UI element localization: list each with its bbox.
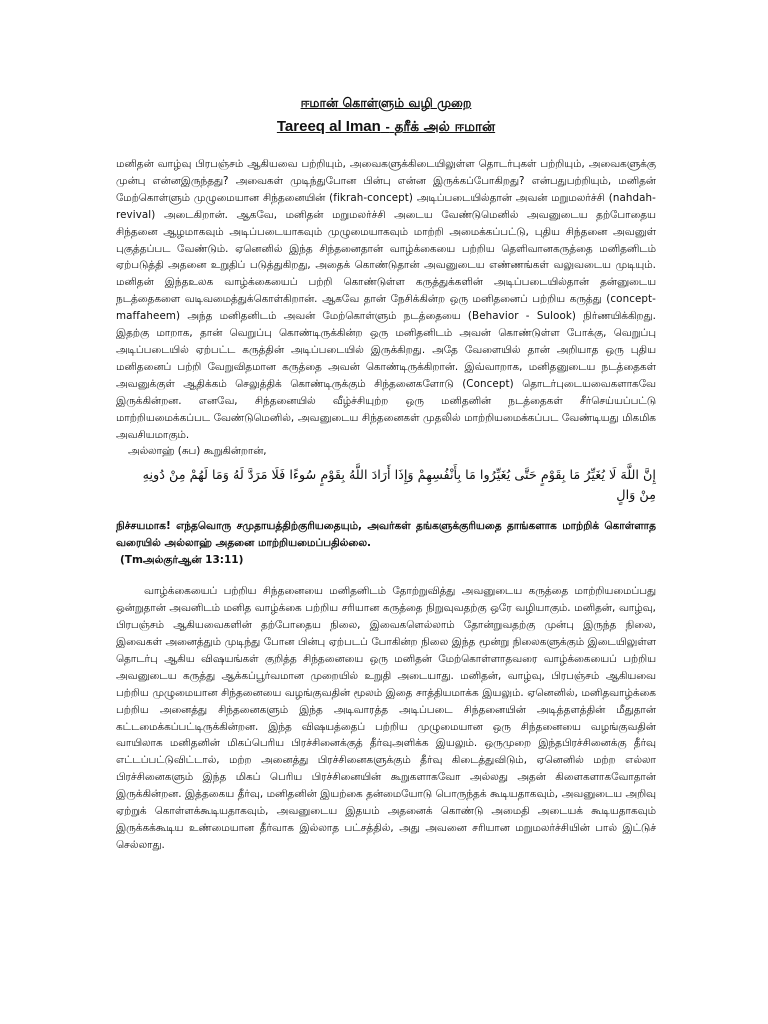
verse-translation-block: [116, 518, 656, 569]
title-tamil: ஈமான் கொள்ளும் வழி முறை: [300, 95, 472, 110]
title-english: Tareeq al Iman: [276, 118, 381, 135]
document-page: [116, 94, 656, 854]
verse-translation: நிச்சயமாக! எந்தவொரு சமுதாயத்திற்குரியதையும், அவர்கள் தங்களுக்குரியதை தாங்களாக மாற்றிக் கொள்ளாத வரையில் அல்லாஹ் அதனை மாற்றியமைப்பதில்லை.: [116, 520, 656, 550]
title-tamil-translit: தரீக் அல் ஈமான்: [394, 119, 496, 135]
allah-says-line: அல்லாஹ் (சுப) கூறுகின்றான்,: [128, 445, 267, 458]
paragraph-1: மனிதன் வாழ்வு பிரபஞ்சம் ஆகியவை பற்றியும், அவைகளுக்கிடையிலுள்ள தொடர்புகள் பற்றியும், அவைகளுக்கு முன்பு என்னஇருந்தது? அவைகள் முடிந்துபோன பின்பு என்ன இருக்கப்போகிறது? என்பதுபற்றியும், மனிதன் மேற்கொள்ளும் முழுமையான சிந்தனையின் (fikrah-concept) அடிப்படையில்தான் அவன் மறுமலர்ச்சி (nahdah-revival) அடைகிறான். ஆகவே, மனிதன் மறுமலர்ச்சி அடைய வேண்டுமெனில் அவனுடைய தற்போதைய சிந்தனை ஆழமாகவும் அடிப்படையாகவும் முழுமையாகவும் மாற்றி அமைக்கப்பட்டு, புதிய சிந்தனை அவனுள் புகுத்தப்பட வேண்டும். ஏனெனில் இந்த சிந்தனைதான் வாழ்க்கையை பற்றிய தெளிவானகருத்தை மனிதனிடம் ஏற்படுத்தி அதனை உறுதிப் படுத்துகிறது, அதைக் கொண்டுதான் அவனுடைய எண்ணங்கள் வலுவடைய முடியும். மனிதன் இந்தஉலக வாழ்க்கையைப் பற்றி கொண்டுள்ள கருத்துக்களின் அடிப்படையில்தான் தன்னுடைய நடத்தைகளை வடிவமைத்துக்கொள்கிறான். ஆகவே தான் நேசிக்கின்ற ஒரு மனிதனைப் பற்றிய கருத்து (concept- maffaheem) அந்த மனிதனிடம் அவன் மேற்கொள்ளும் நடத்தையை (Behavior - Sulook) நிர்ணயிக்கிறது. இதற்கு மாறாக, தான் வெறுப்பு கொண்டிருக்கின்ற ஒரு மனிதனிடம் அவன் கொண்டுள்ள போக்கு, வெறுப்பு அடிப்படையில் ஏற்பட்ட கருத்தின் அடிப்படையில் இருக்கிறது. அதே வேளையில் தான் அறியாத ஒரு புதிய மனிதனைப் பற்றி வேறுவிதமான கருத்தை அவன் கொண்டிருக்கிறான். இவ்வாறாக, மனிதனுடைய நடத்தைகள் அவனுக்குள் ஆதிக்கம் செலுத்திக் கொண்டிருக்கும் சிந்தனைகளோடு (Concept) தொடர்புடையவைகளாகவே இருக்கின்றன. எனவே, சிந்தனையில் வீழ்ச்சியுற்ற ஒரு மனிதனின் நடத்தைகள் சீர்செய்யப்பட்டு மாற்றியமைக்கப்பட வேண்டுமெனில், அவனுடைய சிந்தனைகள் முதலில் மாற்றியமைக்கப்பட வேண்டியது மிகமிக அவசியமாகும்.: [116, 158, 656, 441]
title-english-line: [116, 118, 656, 136]
verse-reference: (Tmஅல்குர்ஆன் 13:11): [120, 554, 244, 567]
arabic-verse: إِنَّ اللَّهَ لَا يُغَيِّرُ مَا بِقَوْمٍ حَتَّى يُغَيِّرُوا مَا بِأَنْفُسِهِمْ وَإِذَا أَرَادَ اللَّهُ بِقَوْمٍ سُوءًا فَلَا مَرَدَّ لَهُ وَمَا لَهُمْ مِنْ دُونِهِ مِنْ وَالٍ: [142, 468, 656, 504]
paragraph-2: வாழ்க்கையைப் பற்றிய சிந்தனையை மனிதனிடம் தோற்றுவித்து அவனுடைய கருத்தை மாற்றியமைப்பது ஒன்றுதான் அவனிடம் மனித வாழ்க்கை பற்றிய சரியான கருத்தை நிறுவுவதற்கு ஒரே வழியாகும். மனிதன், வாழ்வு, பிரபஞ்சம் ஆகியவைகளின் தற்போதைய நிலை, இவைகளெல்லாம் தோன்றுவதற்கு முன்பு இருந்த நிலை, இவைகள் அனைத்தும் முடிந்து போன பின்பு ஏற்படப் போகின்ற நிலை இந்த மூன்று நிலைகளுக்கும் இடையிலுள்ள தொடர்பு ஆகிய விஷயங்கள் குறித்த சிந்தனையை ஒரு மனிதன் மேற்கொள்ளாதவரை வாழ்க்கையைப் பற்றிய அவனுடைய கருத்து ஆக்கப்பூர்வமான முறையில் உறுதி அடையாது. மனிதன், வாழ்வு, பிரபஞ்சம் ஆகியவை பற்றிய முழுமையான சிந்தனையை வழங்குவதின் மூலம் இதை சாத்தியமாக்க இயலும். ஏனெனில், மனிதவாழ்க்கை பற்றிய அனைத்து சிந்தனைகளும் இந்த அடிவாரத்த அடிப்படை சிந்தனையின் அடித்தளத்தின் மீதுதான் கட்டமைக்கப்பட்டிருக்கின்றன. இந்த விஷயத்தைப் பற்றிய முழுமையான ஒரு சிந்தனையை வழங்குவதின் வாயிலாக மனிதனின் மிகப்பெரிய பிரச்சினைக்குத் தீர்வுஅளிக்க இயலும். ஒருமுறை இந்தபிரச்சினைக்கு தீர்வு எட்டப்பட்டுவிட்டால், மற்ற அனைத்து பிரச்சினைகளுக்கும் தீர்வு கிடைத்துவிடும், ஏனெனில் மற்ற எல்லா பிரச்சினைகளும் இந்த மிகப் பெரிய பிரச்சினையின் கூறுகளாகவோ அல்லது அதன் கிளைகளாகவோதான் இருக்கின்றன. இத்தகைய தீர்வு, மனிதனின் இயற்கை தன்மையோடு பொருந்தக் கூடியதாகவும், அவனுடைய அறிவு ஏற்றுக் கொள்ளக்கூடியதாகவும், அவனுடைய இதயம் அதனைக் கொண்டு அமைதி அடையக் கூடியதாகவும் இருக்கக்கூடிய உண்மையான தீர்வாக இல்லாத பட்சத்தில், அது அவனை சரியான மறுமலர்ச்சியின் பால் இட்டுச் செல்லாது.: [116, 585, 656, 851]
title-separator: -: [385, 119, 390, 134]
